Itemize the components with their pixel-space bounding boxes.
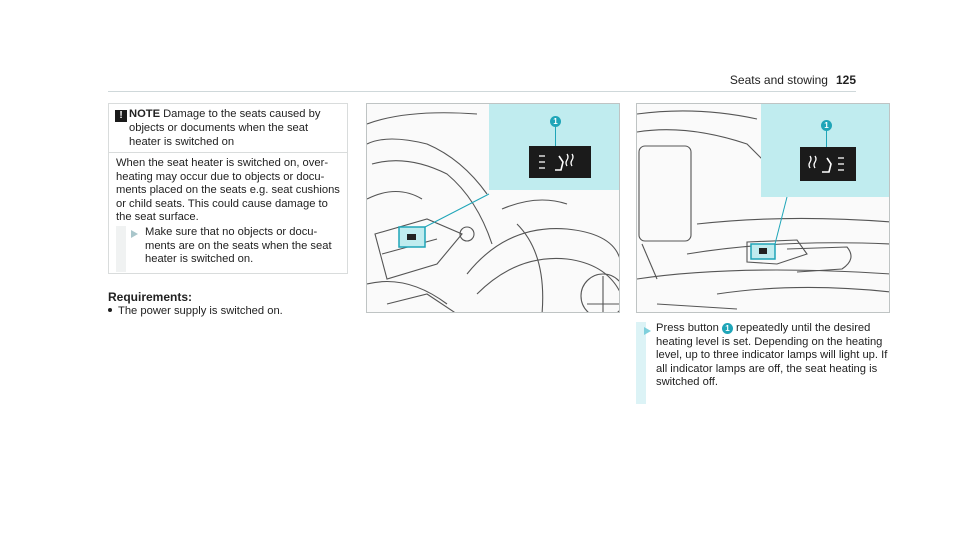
requirements-item xyxy=(108,305,283,317)
section-title: Seats and stowing xyxy=(729,73,828,87)
warning-icon: ! xyxy=(115,110,127,122)
page-number: 125 xyxy=(835,73,856,87)
note-box xyxy=(108,103,348,274)
note-title xyxy=(129,107,339,149)
header-rule xyxy=(108,91,856,92)
seat-heater-button-icon xyxy=(529,146,591,178)
callout-leader xyxy=(826,131,827,148)
step-arrow-icon xyxy=(644,327,651,335)
note-label: NOTE xyxy=(129,108,161,120)
note-step-bar xyxy=(116,226,126,272)
callout-1-inline: 1 xyxy=(722,323,733,334)
callout-1: 1 xyxy=(550,116,561,127)
note-title-text: Damage to the seats caused by objects or documents when the seat heater is switched on xyxy=(129,108,321,148)
instruction-after: repeatedly until the desired heating level is set. Depending on the heating level, up to three indicator lamps will light up. If all indicator lamps are off, the seat heating is switched off. xyxy=(656,322,888,388)
note-step: Make sure that no objects or docu-ments are on the seats when the seat heater is switched on. xyxy=(145,226,332,265)
figure-driver-door xyxy=(366,103,620,313)
running-header xyxy=(730,73,856,87)
callout-leader xyxy=(555,127,556,147)
bullet-icon xyxy=(108,308,112,312)
step-arrow-icon xyxy=(131,230,138,238)
seat-heater-button-icon xyxy=(800,147,856,181)
note-header xyxy=(109,104,347,153)
requirements-title: Requirements: xyxy=(108,290,193,304)
figure-passenger-door xyxy=(636,103,890,313)
note-body: When the seat heater is switched on, over-heating may occur due to objects or docu-ments placed on the seats e.g. seat cushions or child seats. This could cause damage to the seat surface. xyxy=(116,157,340,223)
requirements-item-text: The power supply is switched on. xyxy=(118,305,283,317)
instruction-text xyxy=(656,322,891,390)
callout-1: 1 xyxy=(821,120,832,131)
instruction-before: Press button xyxy=(656,322,722,334)
